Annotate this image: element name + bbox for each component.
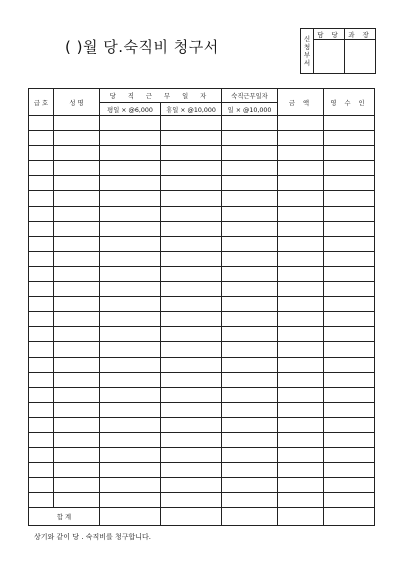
table-cell[interactable] bbox=[54, 417, 100, 432]
table-cell[interactable] bbox=[278, 161, 324, 176]
table-cell[interactable] bbox=[100, 432, 161, 447]
table-cell[interactable] bbox=[161, 131, 222, 146]
table-row bbox=[29, 432, 375, 447]
table-row bbox=[29, 463, 375, 478]
subheader-night: 일 × @10,000 bbox=[222, 103, 278, 116]
table-cell[interactable] bbox=[54, 372, 100, 387]
table-cell[interactable] bbox=[100, 478, 161, 493]
table-cell[interactable] bbox=[161, 206, 222, 221]
table-cell[interactable] bbox=[29, 206, 54, 221]
table-cell[interactable] bbox=[324, 266, 375, 281]
table-cell[interactable] bbox=[54, 327, 100, 342]
table-cell[interactable] bbox=[161, 342, 222, 357]
table-cell[interactable] bbox=[278, 251, 324, 266]
table-cell[interactable] bbox=[222, 372, 278, 387]
total-cell[interactable] bbox=[222, 508, 278, 526]
table-cell[interactable] bbox=[161, 493, 222, 508]
table-cell[interactable] bbox=[278, 236, 324, 251]
table-cell[interactable] bbox=[222, 417, 278, 432]
table-cell[interactable] bbox=[54, 206, 100, 221]
table-cell[interactable] bbox=[29, 402, 54, 417]
table-cell[interactable] bbox=[29, 176, 54, 191]
table-cell[interactable] bbox=[278, 372, 324, 387]
table-row bbox=[29, 191, 375, 206]
header-night-days: 숙직근무일자 bbox=[222, 89, 278, 103]
table-cell[interactable] bbox=[54, 478, 100, 493]
table-cell[interactable] bbox=[161, 387, 222, 402]
table-cell[interactable] bbox=[278, 448, 324, 463]
table-cell[interactable] bbox=[324, 432, 375, 447]
table-cell[interactable] bbox=[222, 266, 278, 281]
table-cell[interactable] bbox=[278, 493, 324, 508]
table-cell[interactable] bbox=[161, 161, 222, 176]
table-cell[interactable] bbox=[100, 357, 161, 372]
table-cell[interactable] bbox=[29, 221, 54, 236]
table-cell[interactable] bbox=[54, 146, 100, 161]
table-cell[interactable] bbox=[324, 478, 375, 493]
table-cell[interactable] bbox=[29, 236, 54, 251]
table-cell[interactable] bbox=[324, 146, 375, 161]
table-cell[interactable] bbox=[161, 448, 222, 463]
table-cell[interactable] bbox=[222, 478, 278, 493]
table-cell[interactable] bbox=[324, 236, 375, 251]
table-cell[interactable] bbox=[29, 266, 54, 281]
header-grade: 급 호 bbox=[29, 89, 54, 116]
table-cell[interactable] bbox=[54, 357, 100, 372]
table-cell[interactable] bbox=[222, 191, 278, 206]
table-cell[interactable] bbox=[29, 312, 54, 327]
table-cell[interactable] bbox=[100, 131, 161, 146]
table-cell[interactable] bbox=[54, 266, 100, 281]
table-cell[interactable] bbox=[222, 131, 278, 146]
table-cell[interactable] bbox=[100, 191, 161, 206]
table-cell[interactable] bbox=[100, 342, 161, 357]
table-cell[interactable] bbox=[100, 448, 161, 463]
table-cell[interactable] bbox=[54, 402, 100, 417]
table-cell[interactable] bbox=[222, 357, 278, 372]
table-cell[interactable] bbox=[161, 266, 222, 281]
table-cell[interactable] bbox=[324, 387, 375, 402]
table-row bbox=[29, 282, 375, 297]
table-cell[interactable] bbox=[222, 402, 278, 417]
table-cell[interactable] bbox=[278, 116, 324, 131]
table-cell[interactable] bbox=[54, 282, 100, 297]
table-cell[interactable] bbox=[324, 176, 375, 191]
table-cell[interactable] bbox=[324, 448, 375, 463]
table-cell[interactable] bbox=[222, 116, 278, 131]
header-amount: 금 액 bbox=[278, 89, 324, 116]
applicant-department-label: 신 청 부 서 bbox=[301, 29, 314, 74]
table-cell[interactable] bbox=[100, 493, 161, 508]
table-cell[interactable] bbox=[161, 478, 222, 493]
table-cell[interactable] bbox=[222, 448, 278, 463]
table-cell[interactable] bbox=[161, 432, 222, 447]
table-cell[interactable] bbox=[278, 266, 324, 281]
table-cell[interactable] bbox=[54, 312, 100, 327]
table-row bbox=[29, 176, 375, 191]
table-cell[interactable] bbox=[161, 282, 222, 297]
table-row bbox=[29, 146, 375, 161]
table-cell[interactable] bbox=[29, 417, 54, 432]
table-cell[interactable] bbox=[324, 312, 375, 327]
table-cell[interactable] bbox=[222, 146, 278, 161]
table-cell[interactable] bbox=[100, 463, 161, 478]
table-cell[interactable] bbox=[29, 116, 54, 131]
table-cell[interactable] bbox=[278, 206, 324, 221]
manager-signature-cell[interactable] bbox=[345, 40, 376, 74]
table-cell[interactable] bbox=[278, 131, 324, 146]
table-cell[interactable] bbox=[222, 312, 278, 327]
table-cell[interactable] bbox=[54, 221, 100, 236]
header-name: 성 명 bbox=[54, 89, 100, 116]
table-cell[interactable] bbox=[29, 478, 54, 493]
table-cell[interactable] bbox=[161, 297, 222, 312]
table-cell[interactable] bbox=[278, 432, 324, 447]
table-cell[interactable] bbox=[29, 357, 54, 372]
table-cell[interactable] bbox=[54, 387, 100, 402]
table-row bbox=[29, 417, 375, 432]
subheader-holiday: 휴일 × @10,000 bbox=[161, 103, 222, 116]
table-cell[interactable] bbox=[29, 131, 54, 146]
header-duty-days: 당 직 근 무 일 자 bbox=[100, 89, 222, 103]
table-cell[interactable] bbox=[222, 342, 278, 357]
table-cell[interactable] bbox=[29, 297, 54, 312]
table-cell[interactable] bbox=[100, 266, 161, 281]
table-cell[interactable] bbox=[54, 161, 100, 176]
total-row bbox=[29, 508, 375, 526]
table-cell[interactable] bbox=[161, 327, 222, 342]
table-cell[interactable] bbox=[161, 312, 222, 327]
total-cell[interactable] bbox=[278, 508, 324, 526]
table-cell[interactable] bbox=[324, 463, 375, 478]
table-cell[interactable] bbox=[278, 297, 324, 312]
table-cell[interactable] bbox=[29, 372, 54, 387]
table-cell[interactable] bbox=[222, 282, 278, 297]
table-row bbox=[29, 297, 375, 312]
table-cell[interactable] bbox=[324, 327, 375, 342]
table-cell[interactable] bbox=[161, 236, 222, 251]
table-cell[interactable] bbox=[161, 402, 222, 417]
table-row bbox=[29, 236, 375, 251]
table-cell[interactable] bbox=[278, 282, 324, 297]
claim-table bbox=[28, 88, 375, 526]
table-cell[interactable] bbox=[54, 176, 100, 191]
table-cell[interactable] bbox=[161, 251, 222, 266]
total-cell[interactable] bbox=[100, 508, 161, 526]
table-cell[interactable] bbox=[100, 372, 161, 387]
table-cell[interactable] bbox=[222, 206, 278, 221]
footer-statement: 상기와 같이 당 . 숙직비를 청구합니다. bbox=[34, 533, 152, 541]
table-cell[interactable] bbox=[161, 372, 222, 387]
table-cell[interactable] bbox=[29, 251, 54, 266]
table-cell[interactable] bbox=[222, 236, 278, 251]
table-cell[interactable] bbox=[222, 327, 278, 342]
table-cell[interactable] bbox=[54, 251, 100, 266]
approval-col-staff: 담 당 bbox=[314, 29, 345, 40]
table-cell[interactable] bbox=[100, 206, 161, 221]
table-cell[interactable] bbox=[100, 251, 161, 266]
table-row bbox=[29, 221, 375, 236]
table-cell[interactable] bbox=[161, 221, 222, 236]
table-cell[interactable] bbox=[54, 463, 100, 478]
table-cell[interactable] bbox=[29, 448, 54, 463]
table-cell[interactable] bbox=[222, 297, 278, 312]
table-cell[interactable] bbox=[54, 131, 100, 146]
table-cell[interactable] bbox=[100, 176, 161, 191]
table-cell[interactable] bbox=[278, 327, 324, 342]
table-cell[interactable] bbox=[161, 116, 222, 131]
table-cell[interactable] bbox=[324, 342, 375, 357]
table-cell[interactable] bbox=[54, 297, 100, 312]
approval-col-manager: 과 장 bbox=[345, 29, 376, 40]
table-cell[interactable] bbox=[222, 493, 278, 508]
table-cell[interactable] bbox=[278, 146, 324, 161]
table-cell[interactable] bbox=[324, 131, 375, 146]
table-row bbox=[29, 251, 375, 266]
table-cell[interactable] bbox=[100, 297, 161, 312]
table-cell[interactable] bbox=[278, 342, 324, 357]
table-cell[interactable] bbox=[222, 161, 278, 176]
table-cell[interactable] bbox=[278, 387, 324, 402]
table-cell[interactable] bbox=[161, 417, 222, 432]
table-cell[interactable] bbox=[278, 417, 324, 432]
table-cell[interactable] bbox=[324, 357, 375, 372]
table-row bbox=[29, 448, 375, 463]
table-row bbox=[29, 131, 375, 146]
table-row bbox=[29, 402, 375, 417]
table-row bbox=[29, 478, 375, 493]
table-cell[interactable] bbox=[222, 251, 278, 266]
table-cell[interactable] bbox=[29, 146, 54, 161]
table-cell[interactable] bbox=[222, 176, 278, 191]
table-cell[interactable] bbox=[278, 221, 324, 236]
table-cell[interactable] bbox=[54, 432, 100, 447]
table-row bbox=[29, 372, 375, 387]
table-row bbox=[29, 327, 375, 342]
subheader-weekday: 평일 × @6,000 bbox=[100, 103, 161, 116]
table-cell[interactable] bbox=[100, 236, 161, 251]
table-cell[interactable] bbox=[29, 282, 54, 297]
table-cell[interactable] bbox=[100, 402, 161, 417]
table-row bbox=[29, 493, 375, 508]
table-cell[interactable] bbox=[100, 417, 161, 432]
table-row bbox=[29, 357, 375, 372]
total-cell[interactable] bbox=[161, 508, 222, 526]
table-cell[interactable] bbox=[29, 191, 54, 206]
table-cell[interactable] bbox=[161, 191, 222, 206]
table-cell[interactable] bbox=[161, 176, 222, 191]
table-cell[interactable] bbox=[222, 387, 278, 402]
table-cell[interactable] bbox=[278, 463, 324, 478]
table-cell[interactable] bbox=[54, 236, 100, 251]
table-cell[interactable] bbox=[324, 206, 375, 221]
table-cell[interactable] bbox=[161, 463, 222, 478]
table-cell[interactable] bbox=[324, 402, 375, 417]
table-cell[interactable] bbox=[54, 493, 100, 508]
table-row bbox=[29, 342, 375, 357]
table-cell[interactable] bbox=[222, 221, 278, 236]
table-cell[interactable] bbox=[324, 191, 375, 206]
table-cell[interactable] bbox=[324, 297, 375, 312]
table-cell[interactable] bbox=[278, 478, 324, 493]
table-cell[interactable] bbox=[54, 342, 100, 357]
table-cell[interactable] bbox=[278, 402, 324, 417]
table-cell[interactable] bbox=[324, 251, 375, 266]
total-cell[interactable] bbox=[324, 508, 375, 526]
table-cell[interactable] bbox=[324, 116, 375, 131]
table-cell[interactable] bbox=[222, 432, 278, 447]
table-cell[interactable] bbox=[29, 161, 54, 176]
table-cell[interactable] bbox=[54, 191, 100, 206]
table-cell[interactable] bbox=[324, 493, 375, 508]
table-cell[interactable] bbox=[29, 342, 54, 357]
table-cell[interactable] bbox=[324, 221, 375, 236]
table-row bbox=[29, 161, 375, 176]
table-cell[interactable] bbox=[100, 146, 161, 161]
table-row bbox=[29, 387, 375, 402]
table-cell[interactable] bbox=[324, 282, 375, 297]
table-cell[interactable] bbox=[324, 417, 375, 432]
table-cell[interactable] bbox=[278, 191, 324, 206]
table-cell[interactable] bbox=[278, 176, 324, 191]
table-cell[interactable] bbox=[54, 116, 100, 131]
table-cell[interactable] bbox=[324, 372, 375, 387]
table-cell[interactable] bbox=[324, 161, 375, 176]
table-cell[interactable] bbox=[278, 357, 324, 372]
staff-signature-cell[interactable] bbox=[314, 40, 345, 74]
table-cell[interactable] bbox=[100, 282, 161, 297]
table-row bbox=[29, 312, 375, 327]
table-cell[interactable] bbox=[100, 221, 161, 236]
table-cell[interactable] bbox=[100, 312, 161, 327]
table-cell[interactable] bbox=[29, 432, 54, 447]
table-cell[interactable] bbox=[100, 161, 161, 176]
document-title: ( )월 당.숙직비 청구서 bbox=[65, 38, 219, 56]
table-cell[interactable] bbox=[100, 387, 161, 402]
table-cell[interactable] bbox=[29, 327, 54, 342]
table-row bbox=[29, 206, 375, 221]
table-cell[interactable] bbox=[278, 312, 324, 327]
table-cell[interactable] bbox=[161, 146, 222, 161]
table-cell[interactable] bbox=[29, 387, 54, 402]
approval-box bbox=[300, 28, 376, 74]
table-cell[interactable] bbox=[54, 448, 100, 463]
table-cell[interactable] bbox=[222, 463, 278, 478]
table-row bbox=[29, 266, 375, 281]
table-cell[interactable] bbox=[29, 463, 54, 478]
table-cell[interactable] bbox=[100, 116, 161, 131]
table-cell[interactable] bbox=[29, 493, 54, 508]
table-row bbox=[29, 116, 375, 131]
header-receipt: 영 수 인 bbox=[324, 89, 375, 116]
total-label: 합 계 bbox=[29, 508, 100, 526]
table-cell[interactable] bbox=[161, 357, 222, 372]
table-cell[interactable] bbox=[100, 327, 161, 342]
